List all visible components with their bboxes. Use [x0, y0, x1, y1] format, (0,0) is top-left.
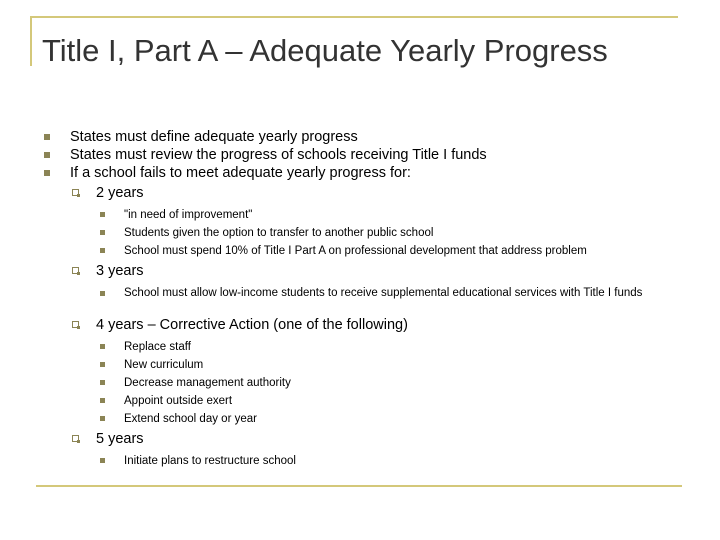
- bullet-text: If a school fails to meet adequate yearly progress for:: [70, 165, 411, 181]
- sub-item-text: Extend school day or year: [124, 413, 257, 425]
- sub-item: [124, 224, 684, 242]
- square-bullet-icon: [100, 398, 105, 403]
- period-label: 4 years – Corrective Action (one of the following): [96, 317, 408, 333]
- sub-item: [124, 284, 684, 310]
- period-item: [96, 316, 684, 334]
- sub-item: [124, 374, 684, 392]
- square-bullet-icon: [100, 362, 105, 367]
- bullet-text: States must review the progress of schools receiving Title I funds: [70, 147, 487, 163]
- sub-item-text: Students given the option to transfer to another public school: [124, 227, 434, 239]
- sub-item-text: Replace staff: [124, 341, 191, 353]
- square-bullet-icon: [100, 291, 105, 296]
- period-label: 5 years: [96, 431, 144, 447]
- hollow-square-bullet-icon: [72, 435, 79, 442]
- frame-left-line: [30, 16, 32, 66]
- sub-item-text: Initiate plans to restructure school: [124, 455, 296, 467]
- period-item: [96, 262, 684, 280]
- period-label: 3 years: [96, 263, 144, 279]
- hollow-square-bullet-icon: [72, 189, 79, 196]
- square-bullet-icon: [100, 212, 105, 217]
- hollow-square-bullet-icon: [72, 267, 79, 274]
- square-bullet-icon: [100, 248, 105, 253]
- bullet-item: [70, 128, 684, 146]
- slide-title: Title I, Part A – Adequate Yearly Progress: [42, 33, 608, 68]
- sub-item-text: "in need of improvement": [124, 209, 253, 221]
- sub-item-text: Appoint outside exert: [124, 395, 233, 407]
- bullet-text: States must define adequate yearly progress: [70, 129, 358, 145]
- sub-item: [124, 452, 684, 470]
- square-bullet-icon: [44, 134, 50, 140]
- sub-item-text: Decrease management authority: [124, 377, 291, 389]
- sub-item-text: School must spend 10% of Title I Part A on professional development that address problem: [124, 245, 587, 257]
- sub-item: [124, 392, 684, 410]
- sub-item-text: School must allow low-income students to receive supplemental educational services with Title I funds: [124, 287, 643, 299]
- sub-item: [124, 356, 684, 374]
- sub-item: [124, 338, 684, 356]
- square-bullet-icon: [100, 230, 105, 235]
- frame-top-line: [30, 16, 678, 18]
- frame-bottom-line: [36, 485, 682, 487]
- square-bullet-icon: [100, 344, 105, 349]
- sub-item: [124, 242, 684, 260]
- bullet-item: [70, 146, 684, 164]
- period-item: [96, 184, 684, 202]
- sub-item: [124, 206, 684, 224]
- square-bullet-icon: [100, 380, 105, 385]
- square-bullet-icon: [44, 152, 50, 158]
- period-label: 2 years: [96, 185, 144, 201]
- square-bullet-icon: [44, 170, 50, 176]
- slide-content: [44, 128, 684, 470]
- period-item: [96, 430, 684, 448]
- bullet-item: [70, 164, 684, 182]
- square-bullet-icon: [100, 458, 105, 463]
- sub-item-text: New curriculum: [124, 359, 204, 371]
- square-bullet-icon: [100, 416, 105, 421]
- hollow-square-bullet-icon: [72, 321, 79, 328]
- sub-item: [124, 410, 684, 428]
